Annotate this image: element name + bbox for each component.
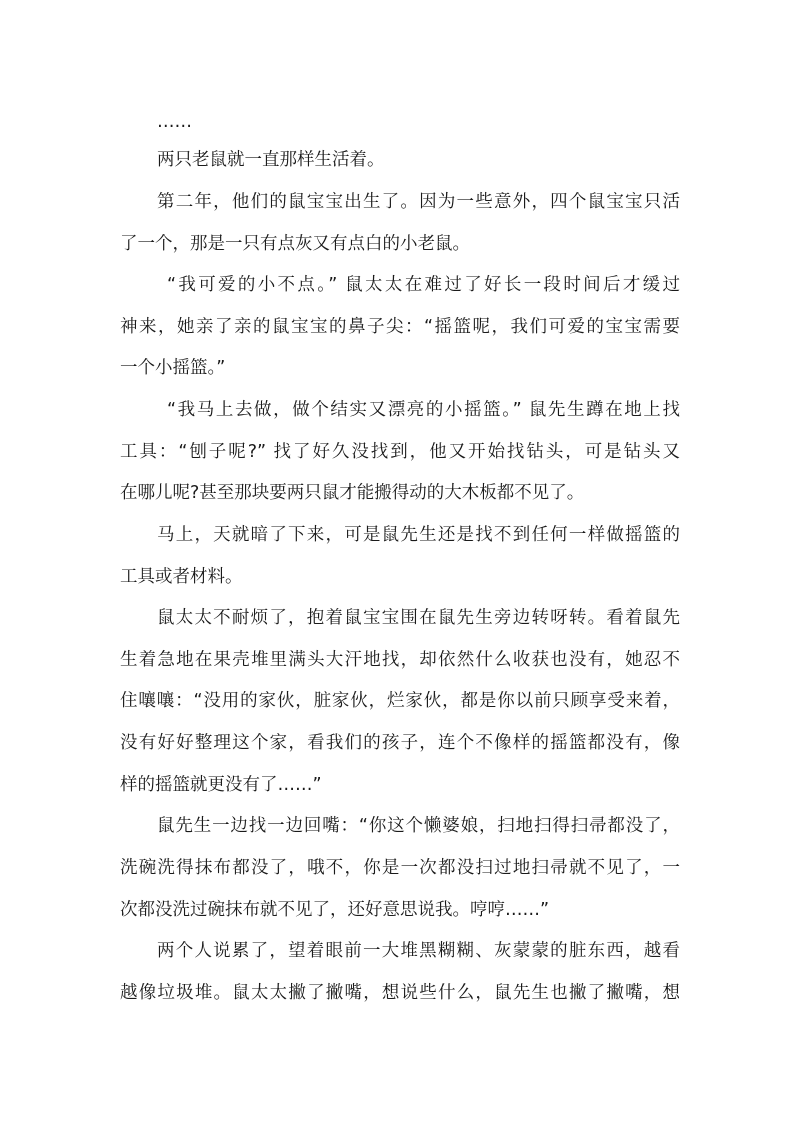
paragraph-line: 两个人说累了，望着眼前一大堆黑糊糊、灰蒙蒙的脏东西，越看 bbox=[157, 941, 680, 961]
paragraph-line: “我马上去做，做个结实又漂亮的小摇篮。” 鼠先生蹲在地上找 bbox=[167, 400, 680, 420]
paragraph-line: 马上，天就暗了下来，可是鼠先生还是找不到任何一样做摇篮的 bbox=[157, 525, 680, 545]
paragraph-line: 工具：“刨子呢?” 找了好久没找到，他又开始找钻头，可是钻头又 bbox=[120, 442, 680, 462]
paragraph-line: 没有好好整理这个家，看我们的孩子，连个不像样的摇篮都没有，像 bbox=[120, 733, 680, 753]
paragraph-line: 越像垃圾堆。鼠太太撇了撇嘴，想说些什么，鼠先生也撇了撇嘴，想 bbox=[120, 983, 680, 1003]
paragraph-line: 在哪儿呢?甚至那块要两只鼠才能搬得动的大木板都不见了。 bbox=[120, 483, 585, 503]
paragraph-line: 两只老鼠就一直那样生活着。 bbox=[157, 150, 385, 170]
paragraph-line: 了一个，那是一只有点灰又有点白的小老鼠。 bbox=[120, 234, 470, 254]
paragraph-line: 鼠先生一边找一边回嘴：“你这个懒婆娘，扫地扫得扫帚都没了， bbox=[157, 816, 680, 836]
paragraph-line: 住嚷嚷：“没用的家伙，脏家伙，烂家伙，都是你以前只顾享受来着， bbox=[120, 691, 680, 711]
paragraph-line: 工具或者材料。 bbox=[120, 567, 243, 587]
paragraph-line: …… bbox=[157, 112, 192, 132]
paragraph-line: 样的摇篮就更没有了……” bbox=[120, 775, 322, 795]
paragraph-line: 洗碗洗得抹布都没了，哦不，你是一次都没扫过地扫帚就不见了，一 bbox=[120, 858, 680, 878]
paragraph-line: 一个小摇篮。” bbox=[120, 358, 226, 378]
paragraph-line: “我可爱的小不点。” 鼠太太在难过了好长一段时间后才缓过 bbox=[167, 275, 680, 295]
paragraph-line: 鼠太太不耐烦了，抱着鼠宝宝围在鼠先生旁边转呀转。看着鼠先 bbox=[157, 608, 680, 628]
paragraph-line: 生着急地在果壳堆里满头大汗地找，却依然什么收获也没有，她忍不 bbox=[120, 650, 680, 670]
paragraph-line: 第二年，他们的鼠宝宝出生了。因为一些意外，四个鼠宝宝只活 bbox=[157, 192, 680, 212]
paragraph-line: 次都没洗过碗抹布就不见了，还好意思说我。哼哼……” bbox=[120, 900, 550, 920]
paragraph-line: 神来，她亲了亲的鼠宝宝的鼻子尖：“摇篮呢，我们可爱的宝宝需要 bbox=[120, 317, 680, 337]
